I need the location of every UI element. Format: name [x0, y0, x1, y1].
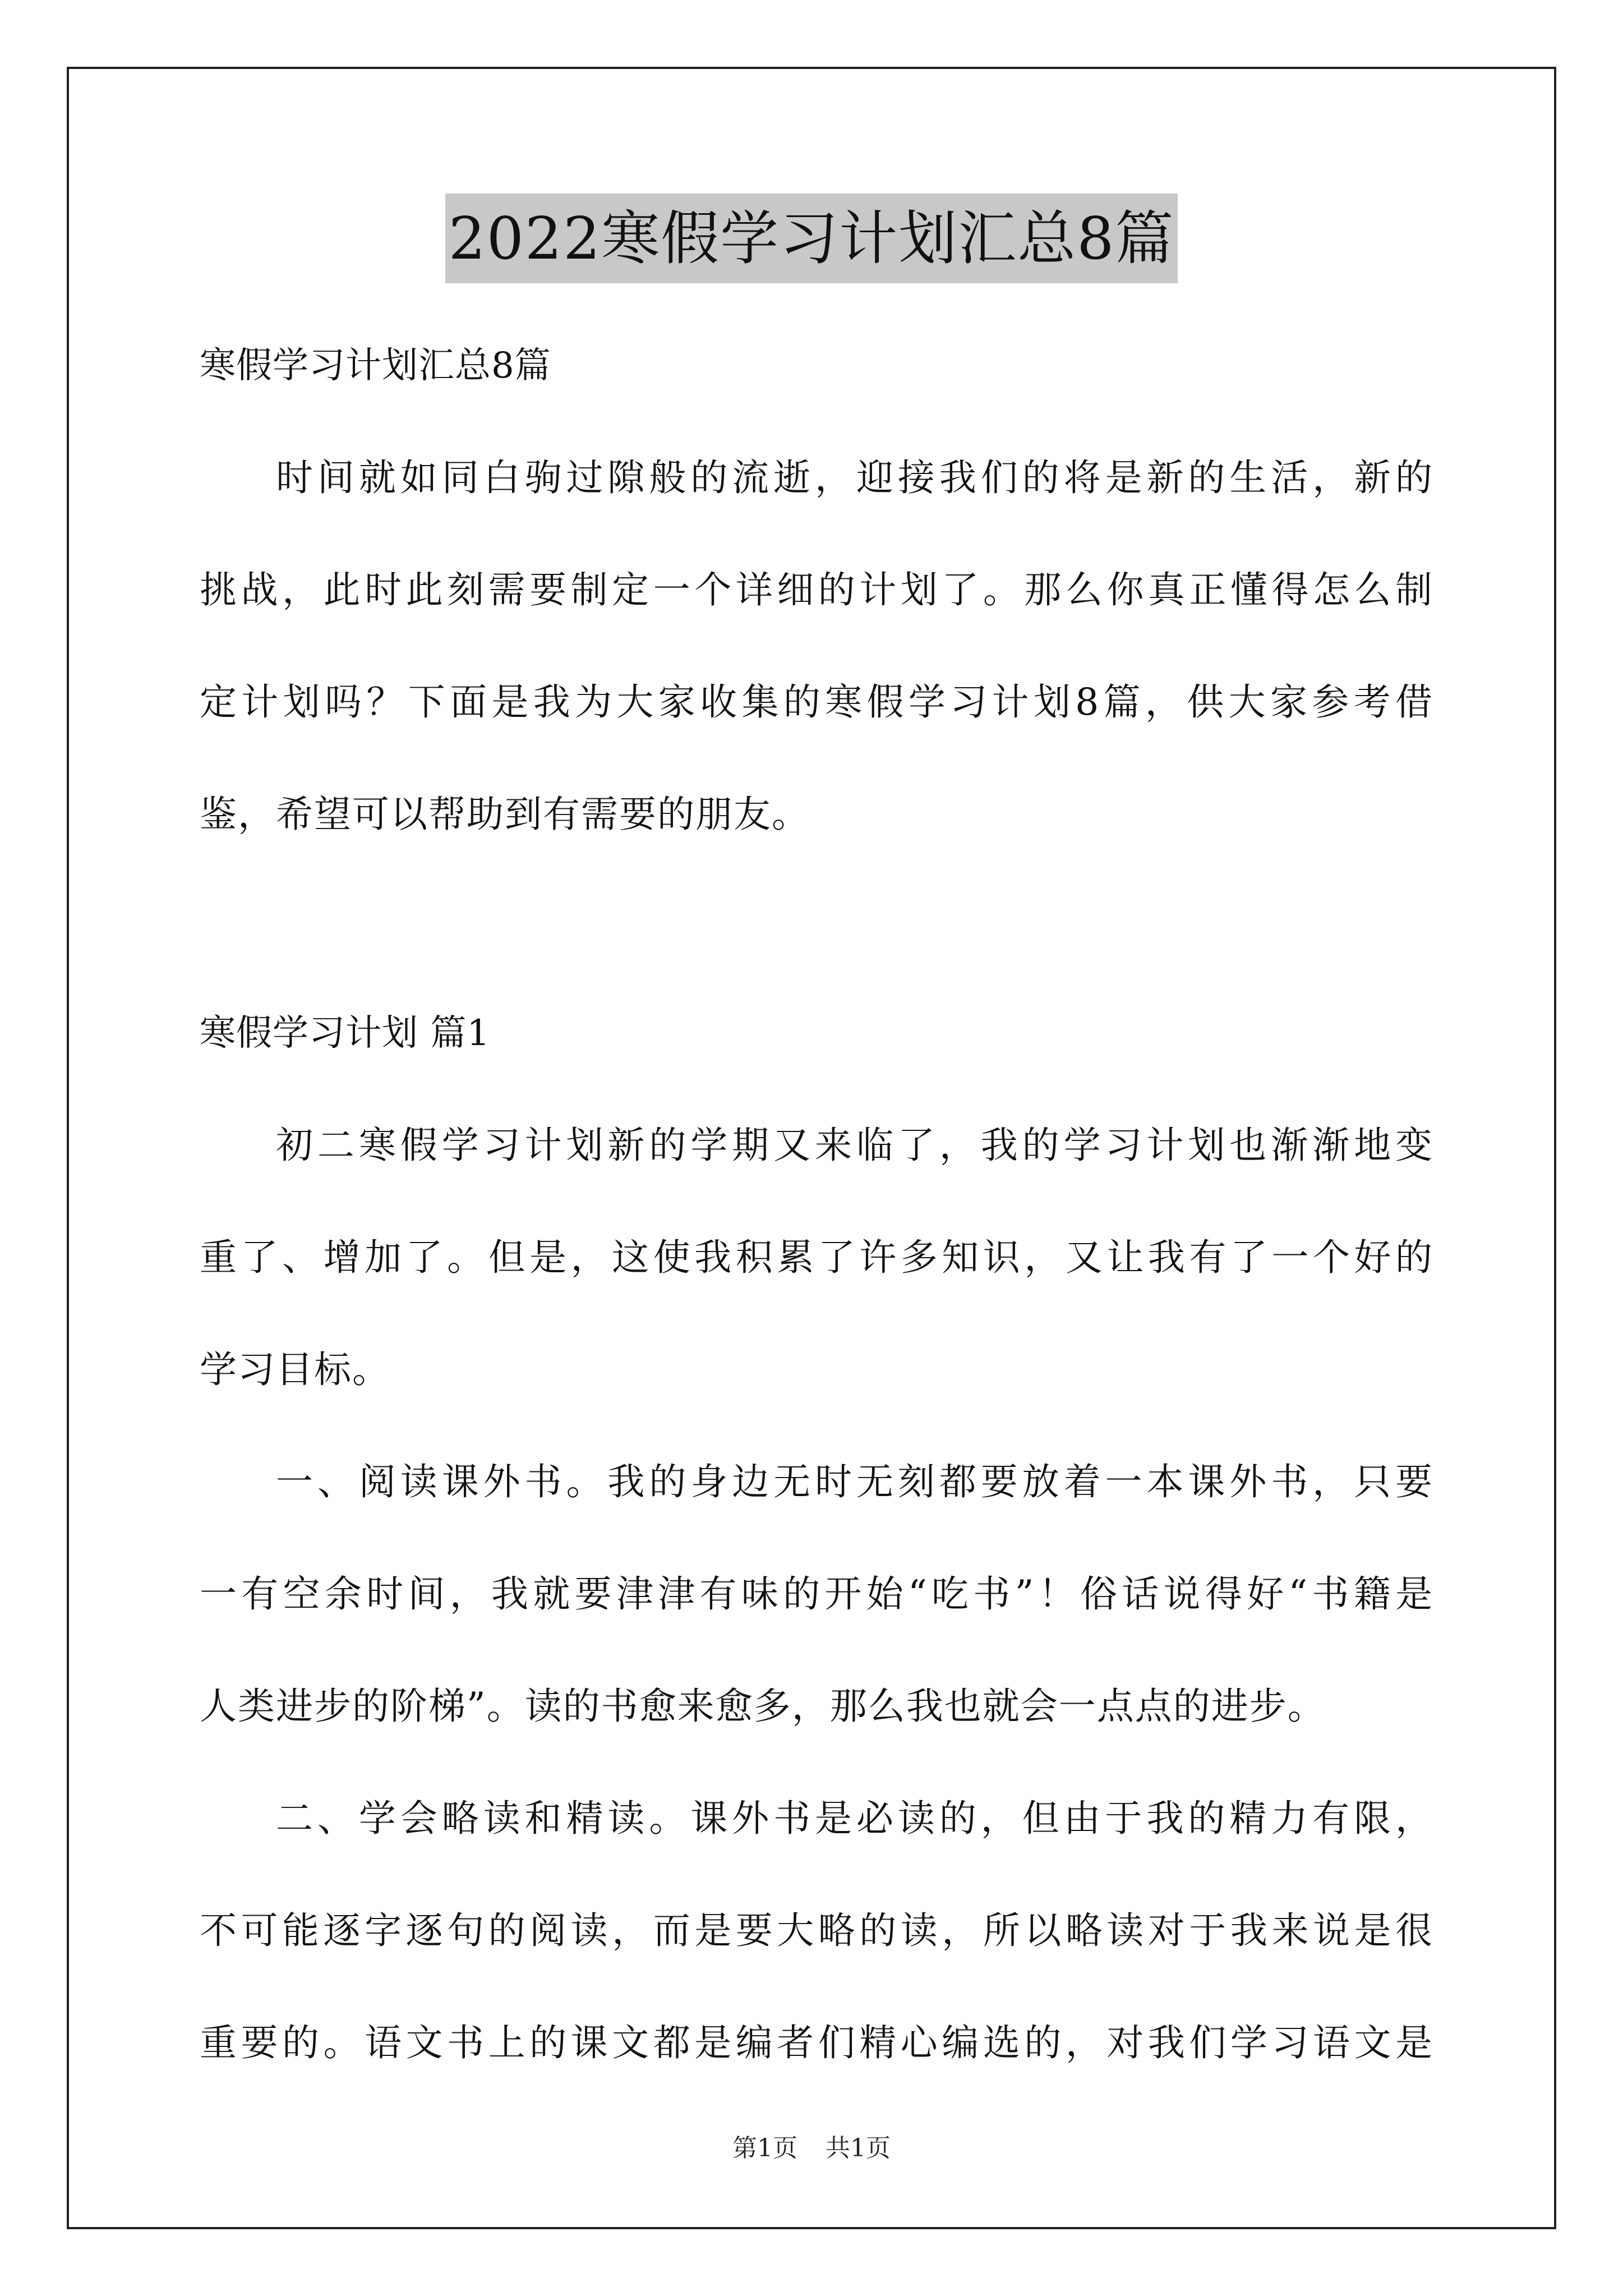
intro-line: 定计划吗？下面是我为大家收集的寒假学习计划8篇，供大家参考借 — [200, 680, 1433, 724]
paragraph-line: 重了、增加了。但是，这使我积累了许多知识，又让我有了一个好的 — [200, 1236, 1433, 1279]
paragraph-line: 重要的。语文书上的课文都是编者们精心编选的，对我们学习语文是 — [200, 2021, 1433, 2064]
page-number: 第1页 — [732, 2134, 797, 2162]
document-body — [200, 310, 1433, 2099]
intro-line: 鉴，希望可以帮助到有需要的朋友。 — [200, 793, 810, 836]
paragraph-line: 人类进步的阶梯”。读的书愈来愈多，那么我也就会一点点的进步。 — [200, 1685, 1326, 1728]
intro-line: 时间就如同白驹过隙般的流逝，迎接我们的将是新的生活，新的 — [276, 456, 1433, 499]
paragraph-line: 一、阅读课外书。我的身边无时无刻都要放着一本课外书，只要 — [276, 1460, 1433, 1503]
paragraph-line: 一有空余时间，我就要津津有味的开始“吃书”！俗话说得好“书籍是 — [200, 1572, 1433, 1616]
paragraph-line: 学习目标。 — [200, 1348, 390, 1391]
section-heading: 寒假学习计划 篇1 — [200, 1013, 491, 1054]
spacer — [200, 871, 1433, 977]
page-footer — [0, 2132, 1623, 2165]
document-title: 2022寒假学习计划汇总8篇 — [445, 194, 1178, 283]
title-container — [0, 194, 1623, 283]
paragraph-line: 二、学会略读和精读。课外书是必读的，但由于我的精力有限， — [276, 1797, 1433, 1840]
document-subtitle: 寒假学习计划汇总8篇 — [200, 345, 551, 386]
intro-paragraph — [200, 422, 1433, 871]
paragraph-2 — [200, 1426, 1433, 1763]
intro-line: 挑战，此时此刻需要制定一个详细的计划了。那么你真正懂得怎么制 — [200, 568, 1433, 611]
paragraph-3 — [200, 1763, 1433, 2099]
page-total: 共1页 — [826, 2134, 891, 2162]
paragraph-line: 初二寒假学习计划新的学期又来临了，我的学习计划也渐渐地变 — [276, 1124, 1433, 1167]
paragraph-1 — [200, 1089, 1433, 1426]
paragraph-line: 不可能逐字逐句的阅读，而是要大略的读，所以略读对于我来说是很 — [200, 1909, 1433, 1952]
